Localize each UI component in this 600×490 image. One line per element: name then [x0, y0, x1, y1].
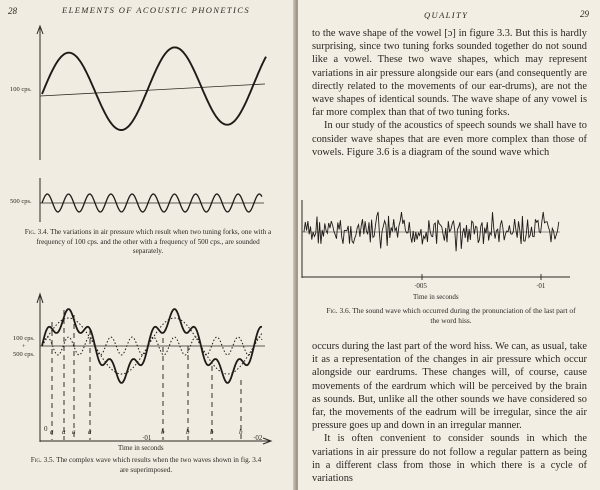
fig35-point-letter: a	[88, 428, 92, 436]
right-page	[298, 0, 600, 490]
fig36-caption-text: The sound wave which occurred during the pronunciation of the last part of the word hiss.	[352, 306, 576, 325]
fig36-tick-005: ·005	[414, 282, 427, 290]
paragraph-3: occurs during the last part of the word hiss. We can, as usual, take it as a representation of the changes in air pressure which occur alongside our eardrums. These changes will, of course, cause movements of the eardrum which will be perceived by the brain as sounds. But, unlike all the other sounds we have considered so far, the movements of the eadrum will be irregular, since the air pressure goes up and down in an irregular manner.	[312, 341, 587, 432]
fig35-zero-label: 0	[44, 425, 48, 433]
paragraph-1: to the wave shape of the vowel [ɔ] in figure 3.3. But this is hardly surprising, since two tuning forks sounded together do not sound like a vowel. These two wave shapes, which may represent variations in air pressure alongside our ears (and consequently are directly related to the movements of our ear-drums), are not the wave shapes of identical sounds. The wave shape of any vowel is far more complex than that of two tuning forks.	[312, 28, 587, 119]
fig35-point-letter: b	[186, 428, 190, 436]
fig35-label-500: 500 cps.	[13, 351, 35, 358]
fig35-point-letter: a	[72, 428, 76, 436]
fig36-caption-label: Fig. 3.6.	[326, 306, 351, 315]
fig35-label-100: 100 cps.	[13, 335, 35, 342]
fig35-point-letter: b	[239, 428, 243, 436]
fig35-tick-01: ·01	[142, 434, 152, 442]
fig35-point-letter: a	[50, 428, 54, 436]
page-number-right: 29	[580, 9, 589, 19]
fig36-time-label: Time in seconds	[413, 293, 459, 301]
paragraph-4: It is often convenient to consider sounds in which the variations in air pressure do not follow a regular pattern as being in a different class from those in which there is a cycle of variations	[312, 433, 587, 485]
fig35-label-plus: +	[22, 343, 26, 350]
fig35-complex-plot	[0, 0, 296, 490]
fig35-point-letter: a	[62, 428, 66, 436]
fig35-tick-02: ·02	[253, 434, 263, 442]
left-page	[0, 0, 296, 490]
fig36-tick-01: ·01	[536, 282, 546, 290]
fig36-hiss-plot	[298, 0, 600, 300]
fig35-time-label: Time in seconds	[118, 444, 164, 452]
fig36-noise-wave	[304, 212, 559, 251]
fig34-caption-text: The variations in air pressure which result when two tuning forks, one with a frequency of 100 cps. and the other with a frequency of 500 cps., are sounded separately.	[36, 228, 272, 256]
running-head-left: ELEMENTS OF ACOUSTIC PHONETICS	[62, 5, 251, 15]
fig35-point-letter: b	[161, 428, 165, 436]
running-head-right: QUALITY	[424, 10, 469, 20]
page-number-left: 28	[8, 6, 17, 16]
paragraph-2: In our study of the acoustics of speech sounds we shall have to consider wave shapes that are even more complex than those of vowels. Figure 3.6 is a diagram of the sound wave which	[312, 120, 587, 158]
fig35-guide-lines	[52, 310, 241, 440]
fig36-caption	[322, 306, 580, 325]
fig35-caption-text: The complex wave which results when the two waves shown in fig. 3.4 are superimposed.	[56, 456, 262, 474]
fig35-point-letter: b	[210, 428, 214, 436]
fig35-caption	[28, 456, 264, 475]
fig35-caption-label: Fig. 3.5.	[30, 456, 55, 464]
fig34-label-100: 100 cps.	[10, 86, 32, 93]
fig34-label-500: 500 cps.	[10, 198, 32, 205]
fig34-caption-label: Fig. 3.4.	[24, 228, 49, 236]
body-text-bottom	[312, 340, 587, 485]
